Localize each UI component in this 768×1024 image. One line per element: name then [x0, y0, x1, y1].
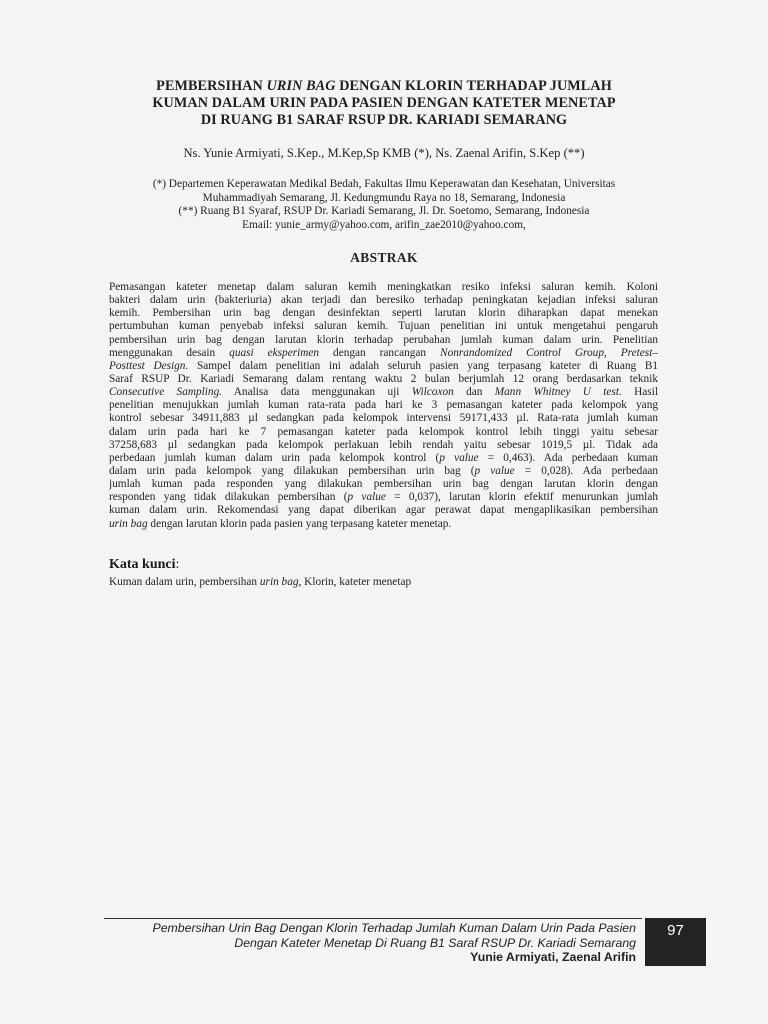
italic-text: Mann Whitney U test. [494, 386, 622, 399]
text: dengan rancangan [319, 346, 441, 359]
abstract-line [109, 452, 658, 465]
text: perbedaan jumlah kuman dalam urin pada kelompok kontrol ( [109, 451, 440, 464]
abstract-body [109, 281, 658, 531]
text: Analisa data menggunakan uji [222, 386, 412, 399]
abstract-heading: ABSTRAK [350, 250, 418, 265]
abstract-line: dalam urin pada hari ke 7 pemasangan kateter pada kelompok kontrol lebih tinggi yaitu sebesar [109, 425, 658, 438]
text: menggunakan desain [109, 346, 230, 359]
footer-divider [104, 918, 642, 919]
text: dengan larutan klorin pada pasien yang terpasang kateter menetap. [147, 517, 452, 530]
abstract-line: kuman dalam urin. Rekomendasi yang dapat diberikan agar perawat dapat mengaplikasikan pembersihan [109, 504, 658, 517]
abstract-line [109, 518, 658, 531]
keywords-list [109, 576, 411, 588]
italic-text: quasi eksperimen [229, 346, 320, 359]
abstract-line [109, 491, 658, 504]
page-number: 97 [645, 918, 706, 966]
italic-text: p value [474, 464, 515, 477]
footer-authors: Yunie Armiyati, Zaenal Arifin [470, 950, 636, 965]
affiliations [100, 178, 668, 232]
keywords-heading [109, 557, 179, 573]
footer-title-line: Pembersihan Urin Bag Dengan Klorin Terhadap Jumlah Kuman Dalam Urin Pada Pasien [152, 921, 636, 935]
affiliation-line: (*) Departemen Keperawatan Medikal Bedah, Fakultas Ilmu Keperawatan dan Kesehatan, Universitas [152, 178, 616, 190]
text: = 0,463). Ada perbedaan kuman [478, 451, 658, 464]
title-italic-text: URIN BAG [266, 78, 336, 94]
abstract-line: Saraf RSUP Dr. Kariadi Semarang dalam rentang waktu 2 bulan berjumlah 12 orang berdasarkan teknik [109, 372, 658, 385]
abstract-line [109, 347, 658, 360]
abstract-line: penelitian menujukkan jumlah kuman rata-rata pada hari ke 3 pemasangan kateter pada kelompok yang [109, 399, 658, 412]
text: = 0,037), larutan klorin efektif menurunkan jumlah [385, 491, 658, 504]
italic-text: p value [439, 451, 479, 464]
abstract-line [109, 386, 658, 399]
title-line-3: DI RUANG B1 SARAF RSUP DR. KARIADI SEMARANG [200, 112, 568, 128]
text: = 0,028). Ada perbedaan [514, 464, 658, 477]
abstract-line: kemih. Pembersihan urin bag dengan desinfektan seperti larutan klorin diharapkan dapat menekan [109, 307, 658, 320]
affiliation-line: (**) Ruang B1 Syaraf, RSUP Dr. Kariadi Semarang, Jl. Dr. Soetomo, Semarang, Indonesia [178, 205, 590, 218]
text: Sampel dalam penelitian ini adalah seluruh pasien yang terpasang kateter di Ruang B1 [188, 359, 658, 372]
text: dan [453, 386, 495, 399]
abstract-line: pertumbuhan kuman penyebab infeksi saluran kemih. Tujuan penelitian ini untuk mengetahui pengaruh [109, 320, 658, 333]
keywords-colon: : [175, 557, 180, 572]
text: dalam urin pada kelompok yang dilakukan pembersihan urin bag ( [109, 464, 475, 477]
italic-text: p value [347, 491, 386, 504]
running-footer [96, 921, 636, 965]
italic-text: Posttest Design. [109, 359, 189, 372]
title-line-1 [100, 78, 668, 95]
text: Hasil [621, 386, 658, 399]
text: responden yang tidak dilakukan pembersihan ( [109, 491, 348, 504]
title-text: PEMBERSIHAN [156, 78, 267, 94]
italic-text: Wilcoxon [411, 386, 454, 399]
abstract-line: jumlah kuman pada responden yang dilakukan pembersihan urin bag dengan larutan klorin dengan [109, 478, 658, 491]
abstract-line [109, 360, 658, 373]
title-text: DENGAN KLORIN TERHADAP JUMLAH [335, 78, 612, 94]
text: Kuman dalam urin, pembersihan [109, 576, 260, 588]
italic-text: Nonrandomized Control Group, Pretest– [440, 346, 658, 359]
abstract-line [109, 465, 658, 478]
italic-text: Consecutive Sampling. [109, 386, 223, 399]
affiliation-line: Muhammadiyah Semarang, Jl. Kedungmundu Raya no 18, Semarang, Indonesia [202, 191, 566, 204]
abstract-line: 37258,683 µl sedangkan pada kelompok perlakuan lebih rendah yaitu sebesar 1019,5 µl. Tidak ada [109, 438, 658, 451]
text: , Klorin, kateter menetap [298, 576, 412, 588]
italic-text: urin bag [109, 517, 148, 530]
abstract-line: kontrol sebesar 34911,883 µl sedangkan pada kelompok intervensi 59171,433 µl. Rata-rata jumlah kuman [109, 412, 658, 425]
paper-title [100, 78, 668, 129]
email-line: Email: yunie_army@yahoo.com, arifin_zae2010@yahoo.com, [242, 218, 526, 231]
footer-title-line: Dengan Kateter Menetap Di Ruang B1 Saraf RSUP Dr. Kariadi Semarang [234, 935, 636, 950]
abstract-line: pembersihan urin bag dengan larutan klorin terhadap perubahan jumlah kuman dalam urin. Penelitian [109, 333, 658, 346]
author-list: Ns. Yunie Armiyati, S.Kep., M.Kep,Sp KMB (*), Ns. Zaenal Arifin, S.Kep (**) [183, 146, 585, 160]
abstract-line: Pemasangan kateter menetap dalam saluran kemih meningkatkan resiko infeksi saluran kemih. Koloni [109, 281, 658, 293]
title-line-2: KUMAN DALAM URIN PADA PASIEN DENGAN KATETER MENETAP [152, 95, 616, 111]
italic-text: urin bag [259, 576, 299, 588]
abstract-line: bakteri dalam urin (bakteriuria) akan terjadi dan beresiko terhadap peningkatan kejadian infeksi saluran [109, 294, 658, 307]
keywords-heading-text: Kata kunci [109, 557, 176, 572]
